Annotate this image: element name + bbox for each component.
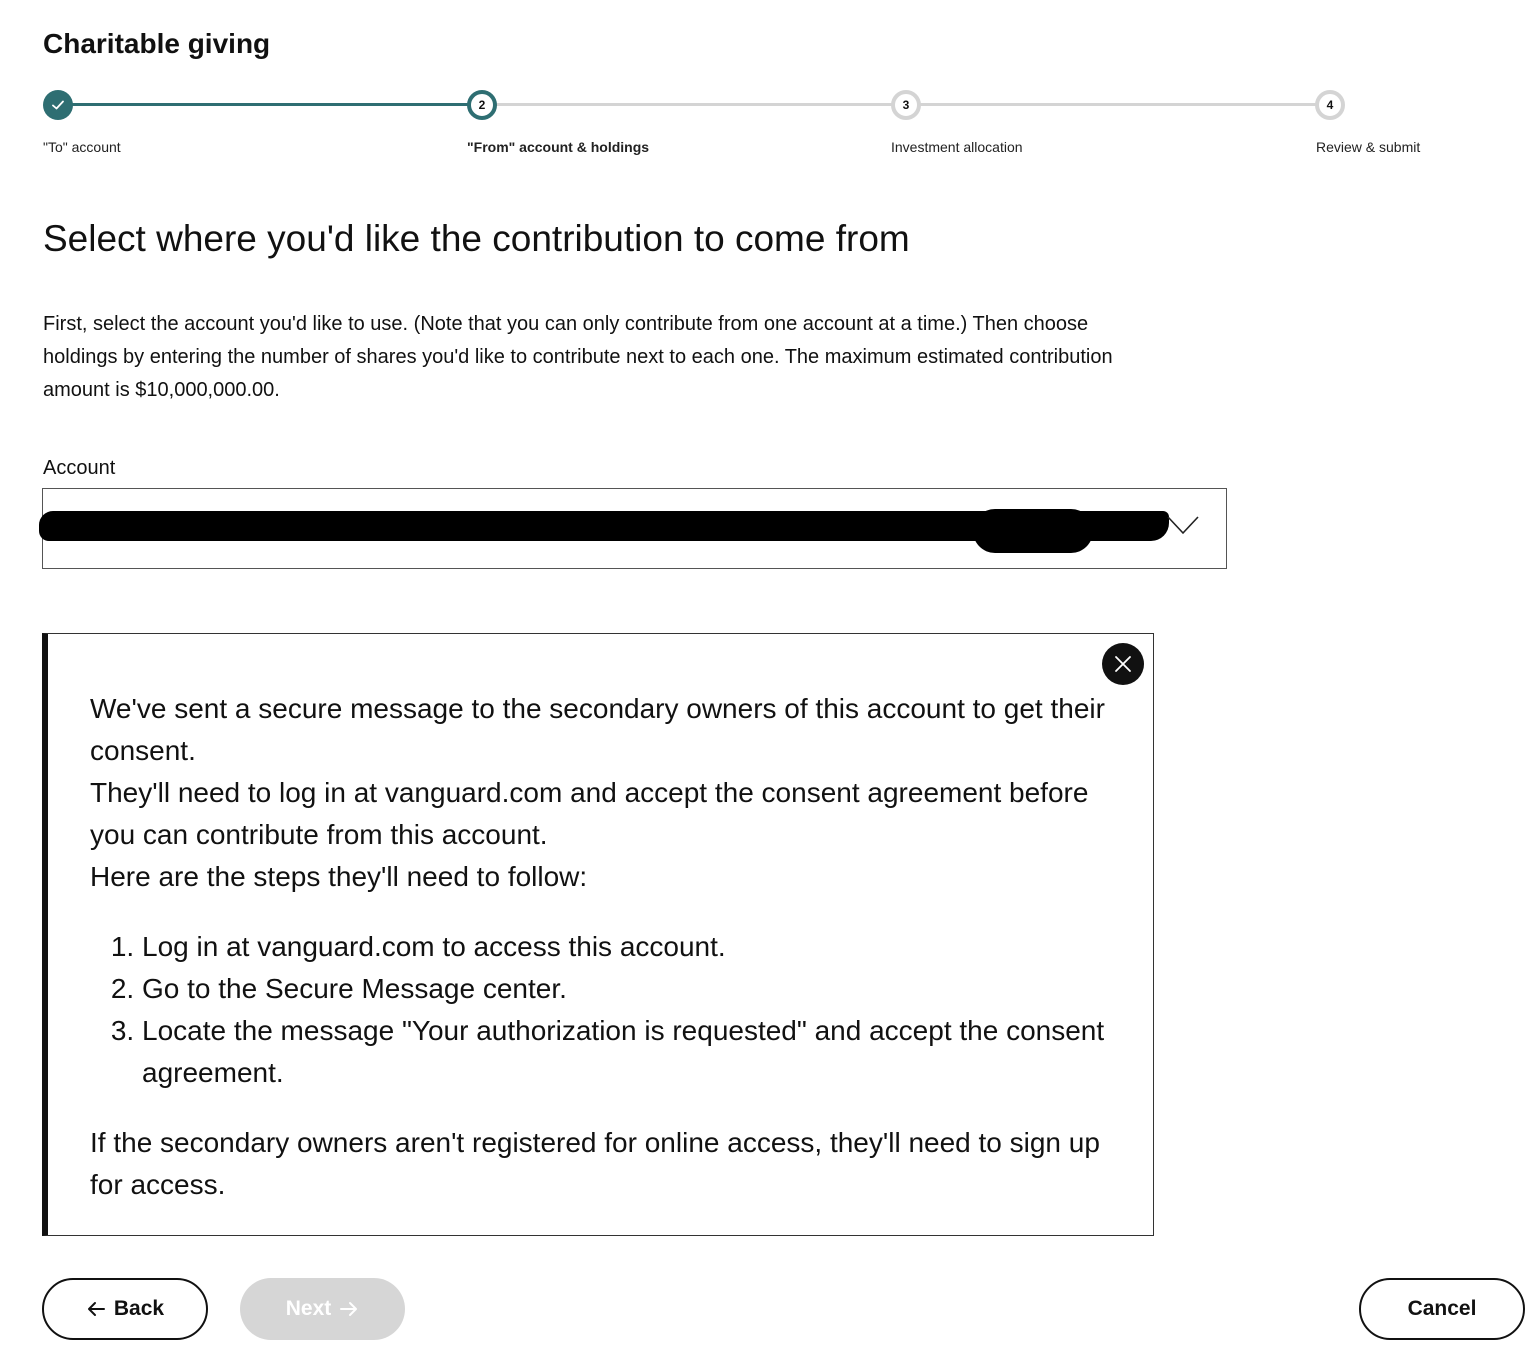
section-heading: Select where you'd like the contribution to come from — [43, 218, 910, 259]
alert-steps-intro: Here are the steps they'll need to follow: — [90, 861, 588, 892]
stepper-connector-3 — [906, 103, 1330, 106]
account-label: Account — [43, 457, 116, 479]
alert-footer: If the secondary owners aren't registered for online access, they'll need to sign up for access. — [90, 1127, 1100, 1200]
next-button[interactable] — [240, 1278, 405, 1340]
back-button[interactable] — [42, 1278, 208, 1340]
step-1-node — [43, 90, 73, 120]
step-3-label: Investment allocation — [891, 139, 1023, 155]
consent-alert — [42, 633, 1154, 1236]
step-4-node: 4 — [1315, 90, 1345, 120]
back-button-label: Back — [113, 1297, 165, 1320]
cancel-button-label: Cancel — [1407, 1297, 1477, 1320]
arrow-right-icon — [339, 1301, 359, 1317]
arrow-left-icon — [86, 1301, 106, 1317]
progress-stepper — [0, 0, 1536, 170]
step-4-label: Review & submit — [1316, 139, 1421, 155]
instructions-text: First, select the account you'd like to use. (Note that you can only contribute from one account at a time.) Then choose holdings by entering the number of shares you'd like to contribute next to each one. The maximum estimated contribution amount is $10,000,000.00. — [43, 313, 1113, 401]
step-2-node: 2 — [467, 90, 497, 120]
alert-body — [90, 688, 1120, 1206]
alert-step: 1. Log in at vanguard.com to access this account. — [142, 926, 1120, 968]
close-icon — [1114, 655, 1132, 673]
step-2-label: "From" account & holdings — [467, 139, 650, 155]
checkmark-icon — [52, 100, 64, 110]
page-title: Charitable giving — [43, 28, 271, 59]
next-button-label: Next — [285, 1297, 332, 1320]
alert-intro: We've sent a secure message to the secondary owners of this account to get their consent. — [90, 693, 1105, 766]
stepper-connector-1 — [58, 103, 482, 106]
step-3-node: 3 — [891, 90, 921, 120]
alert-steps-list — [90, 926, 1120, 1094]
redaction-mark — [973, 509, 1093, 553]
chevron-down-icon — [1166, 513, 1200, 537]
cancel-button[interactable] — [1359, 1278, 1525, 1340]
step-1-label: "To" account — [43, 139, 121, 155]
alert-step: 2. Go to the Secure Message center. — [142, 968, 1120, 1010]
alert-step: 3. Locate the message "Your authorization is requested" and accept the consent agreement. — [142, 1010, 1120, 1094]
alert-close-button[interactable] — [1102, 643, 1144, 685]
stepper-connector-2 — [482, 103, 906, 106]
account-select[interactable] — [42, 488, 1227, 569]
alert-requirement: They'll need to log in at vanguard.com and accept the consent agreement before you can contribute from this account. — [90, 777, 1089, 850]
